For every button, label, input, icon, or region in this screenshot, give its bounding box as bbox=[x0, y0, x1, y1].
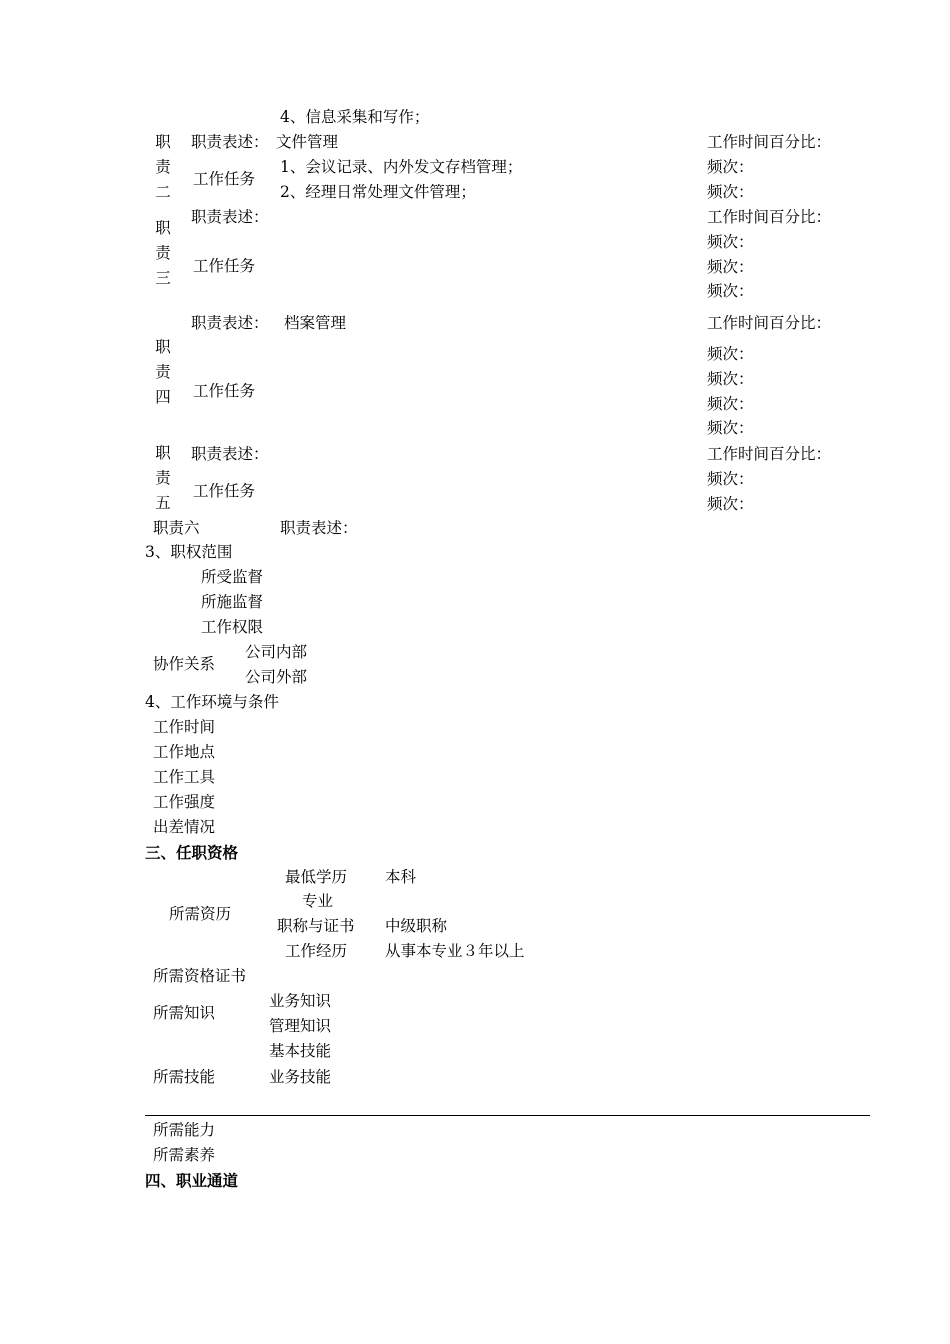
duty4-time-pct: 工作时间百分比： bbox=[707, 314, 832, 332]
env-work-tools: 工作工具 bbox=[153, 768, 216, 786]
duty3-label: 职 责 三 bbox=[155, 219, 171, 287]
experience-label: 所需资历 bbox=[169, 905, 232, 923]
duty4-freq-3: 频次： bbox=[707, 395, 754, 413]
duty5-time-pct: 工作时间百分比： bbox=[707, 445, 832, 463]
duty2-task-1: 1、会议记录、内外发文存档管理； bbox=[280, 158, 523, 176]
ability-label: 所需能力 bbox=[153, 1121, 216, 1139]
collab-internal: 公司内部 bbox=[245, 643, 308, 661]
env-business-travel: 出差情况 bbox=[153, 818, 216, 836]
knowledge-management: 管理知识 bbox=[269, 1017, 332, 1035]
duty2-desc-value: 文件管理 bbox=[276, 133, 339, 151]
env-work-time: 工作时间 bbox=[153, 718, 216, 736]
collab-label: 协作关系 bbox=[153, 655, 216, 673]
skill-basic: 基本技能 bbox=[269, 1042, 332, 1060]
duty6-desc-label: 职责表述： bbox=[280, 519, 358, 537]
duty2-label: 职 责 二 bbox=[155, 133, 171, 201]
authority-item-supervising: 所施监督 bbox=[201, 593, 264, 611]
duty2-task-label: 工作任务 bbox=[193, 170, 256, 188]
duty3-desc-label: 职责表述： bbox=[191, 208, 269, 226]
duty6-label: 职责六 bbox=[153, 519, 200, 537]
major-label: 专业 bbox=[302, 892, 334, 910]
duty3-freq-1: 频次： bbox=[707, 233, 754, 251]
title-cert-label: 职称与证书 bbox=[277, 917, 355, 935]
duty4-desc-value: 档案管理 bbox=[284, 314, 347, 332]
qualifications-heading: 三、任职资格 bbox=[145, 843, 239, 862]
duty3-freq-3: 频次： bbox=[707, 282, 754, 300]
education-value: 本科 bbox=[385, 868, 417, 886]
environment-heading: 4、工作环境与条件 bbox=[145, 693, 279, 711]
knowledge-label: 所需知识 bbox=[153, 1004, 216, 1022]
education-label: 最低学历 bbox=[285, 868, 348, 886]
skills-label: 所需技能 bbox=[153, 1068, 216, 1086]
authority-heading: 3、职权范围 bbox=[145, 543, 233, 561]
work-experience-label: 工作经历 bbox=[285, 942, 348, 960]
duty5-label: 职 责 五 bbox=[155, 444, 171, 512]
duty2-desc-label: 职责表述： bbox=[191, 133, 269, 151]
duty4-freq-4: 频次： bbox=[707, 419, 754, 437]
duty3-task-label: 工作任务 bbox=[193, 257, 256, 275]
duty5-freq-1: 频次： bbox=[707, 470, 754, 488]
duty1-task-4: 4、信息采集和写作； bbox=[280, 108, 430, 126]
certificate-label: 所需资格证书 bbox=[153, 967, 247, 985]
duty3-freq-2: 频次： bbox=[707, 258, 754, 276]
duty4-label: 职 责 四 bbox=[155, 338, 171, 406]
duty3-time-pct: 工作时间百分比： bbox=[707, 208, 832, 226]
duty4-freq-1: 频次： bbox=[707, 345, 754, 363]
collab-external: 公司外部 bbox=[245, 668, 308, 686]
duty4-task-label: 工作任务 bbox=[193, 382, 256, 400]
quality-label: 所需素养 bbox=[153, 1146, 216, 1164]
title-cert-value: 中级职称 bbox=[385, 917, 448, 935]
env-work-intensity: 工作强度 bbox=[153, 793, 216, 811]
env-work-location: 工作地点 bbox=[153, 743, 216, 761]
duty2-time-pct: 工作时间百分比： bbox=[707, 133, 832, 151]
duty5-task-label: 工作任务 bbox=[193, 482, 256, 500]
authority-item-supervised: 所受监督 bbox=[201, 568, 264, 586]
authority-item-permissions: 工作权限 bbox=[201, 618, 264, 636]
duty4-freq-2: 频次： bbox=[707, 370, 754, 388]
duty2-freq-1: 频次： bbox=[707, 158, 754, 176]
skill-business: 业务技能 bbox=[269, 1068, 332, 1086]
duty2-task-2: 2、经理日常处理文件管理； bbox=[280, 183, 476, 201]
duty4-desc-label: 职责表述： bbox=[191, 314, 269, 332]
duty2-freq-2: 频次： bbox=[707, 183, 754, 201]
knowledge-business: 业务知识 bbox=[269, 992, 332, 1010]
career-heading: 四、职业通道 bbox=[145, 1171, 239, 1190]
work-experience-value: 从事本专业３年以上 bbox=[385, 942, 525, 960]
duty5-desc-label: 职责表述： bbox=[191, 445, 269, 463]
horizontal-rule bbox=[145, 1115, 870, 1116]
duty5-freq-2: 频次： bbox=[707, 495, 754, 513]
